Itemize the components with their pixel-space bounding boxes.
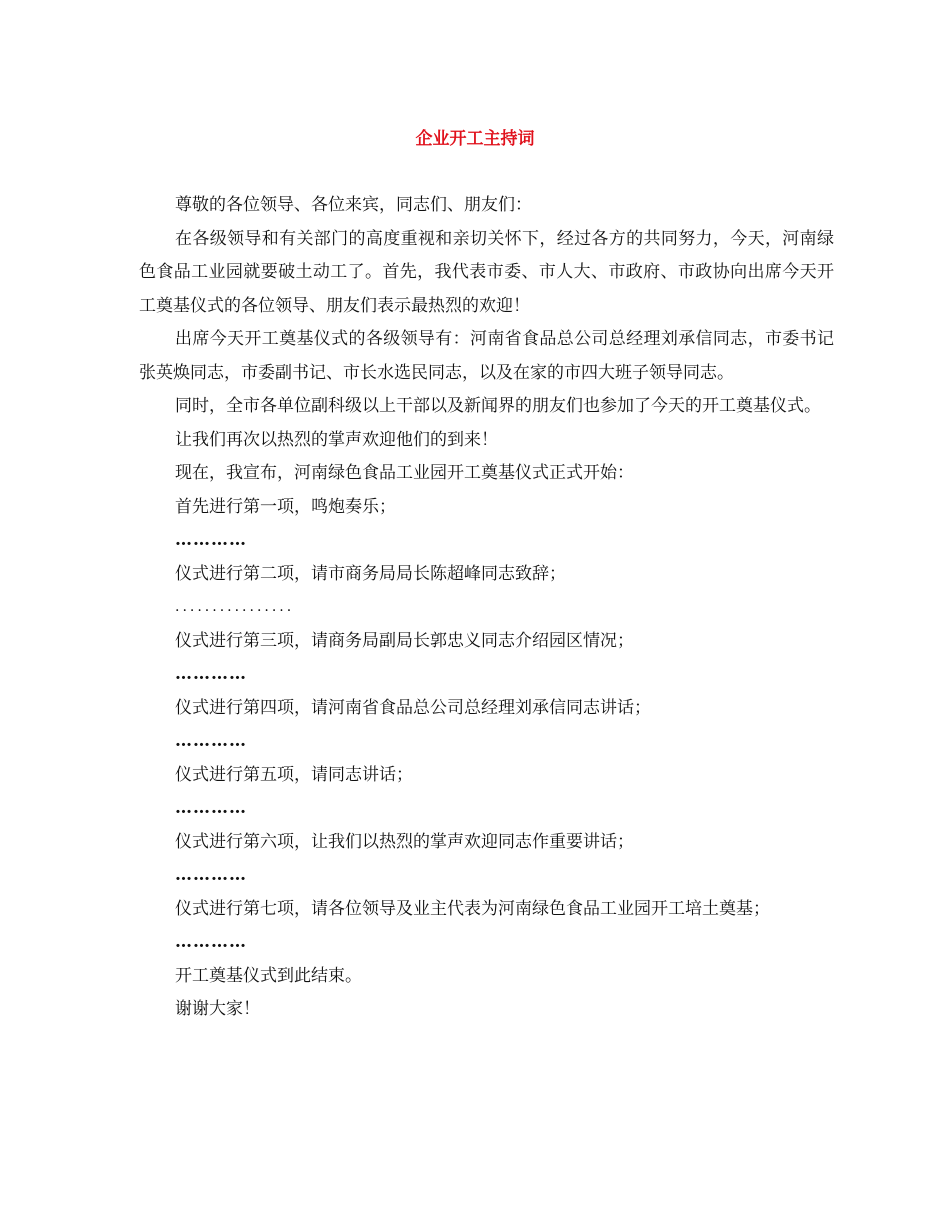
paragraph: 开工奠基仪式到此结束。 (175, 965, 362, 986)
ellipsis-separator: ………… (175, 664, 247, 684)
paragraph: 在各级领导和有关部门的高度重视和亲切关怀下，经过各方的共同努力，今天，河南绿色食品工业园就要破土动工了。首先，我代表市委、市人大、市政府、市政协向出席今天开工奠基仪式的各位领导、朋友们表示最热烈的欢迎！ (139, 228, 834, 316)
ellipsis-separator: ………… (175, 932, 247, 952)
ellipsis-separator: ………… (175, 731, 247, 751)
paragraph: 首先进行第一项，鸣炮奏乐； (175, 496, 396, 517)
document-body (139, 189, 834, 1027)
paragraph: 仪式进行第二项，请市商务局局长陈超峰同志致辞； (175, 563, 566, 584)
paragraph: 仪式进行第六项，让我们以热烈的掌声欢迎同志作重要讲话； (175, 831, 634, 852)
ellipsis-separator: ................ (175, 599, 295, 615)
paragraph: 尊敬的各位领导、各位来宾，同志们、朋友们： (175, 195, 532, 215)
ellipsis-separator: ………… (175, 530, 247, 550)
paragraph: 让我们再次以热烈的掌声欢迎他们的到来！ (175, 429, 498, 450)
paragraph: 仪式进行第四项，请河南省食品总公司总经理刘承信同志讲话； (175, 697, 651, 718)
paragraph: 出席今天开工奠基仪式的各级领导有：河南省食品总公司总经理刘承信同志，市委书记张英焕同志，市委副书记、市长水选民同志，以及在家的市四大班子领导同志。 (139, 329, 834, 383)
document-title: 企业开工主持词 (415, 129, 535, 149)
paragraph: 谢谢大家！ (175, 999, 260, 1019)
paragraph: 仪式进行第七项，请各位领导及业主代表为河南绿色食品工业园开工培土奠基； (175, 898, 770, 919)
paragraph: 同时，全市各单位副科级以上干部以及新闻界的朋友们也参加了今天的开工奠基仪式。 (175, 396, 821, 416)
ellipsis-separator: ………… (175, 865, 247, 885)
paragraph: 仪式进行第三项，请商务局副局长郭忠义同志介绍园区情况； (175, 630, 634, 651)
paragraph: 仪式进行第五项，请同志讲话； (175, 764, 413, 785)
paragraph: 现在，我宣布，河南绿色食品工业园开工奠基仪式正式开始： (175, 463, 634, 483)
ellipsis-separator: ………… (175, 798, 247, 818)
